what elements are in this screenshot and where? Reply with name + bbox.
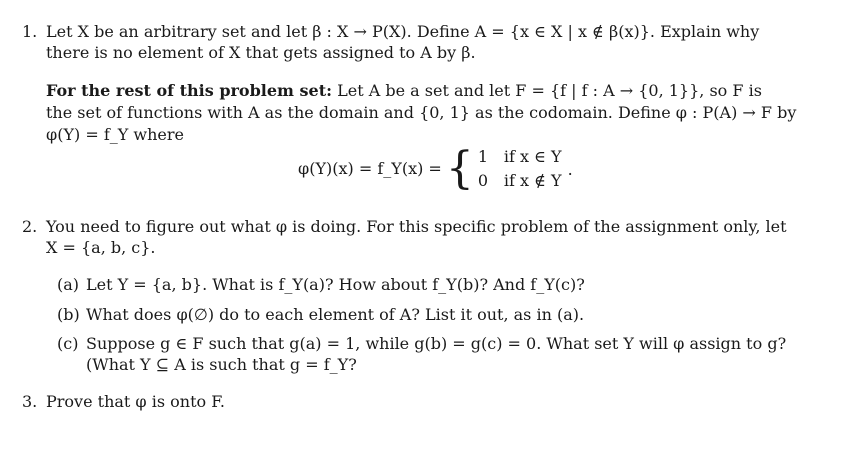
case-condition: if x ∈ Y [503,147,562,166]
problem-1-line-2: there is no element of X that gets assigned to A by β. [46,43,476,62]
left-brace: { [445,143,474,194]
piecewise-lhs: φ(Y)(x) = f_Y(x) = [298,159,442,178]
case-value: 0 [477,171,489,190]
setup-line-1-rest: Let A be a set and let F = {f | f : A → {0, 1}}, so F is [332,81,762,100]
problem-1-number: 1. [22,22,38,41]
setup-line-1 [46,80,762,102]
part-c-line-1: Suppose g ∈ F such that g(a) = 1, while g(b) = g(c) = 0. What set Y will φ assign to g? [86,334,787,353]
case-row [478,145,562,169]
problem-2-line-1: You need to figure out what φ is doing. For this specific problem of the assignment only, let [46,217,787,236]
problem-2-number: 2. [22,217,38,236]
case-row [478,169,562,193]
case-value: 1 [477,147,489,166]
piecewise-definition [298,143,573,195]
problem-1-line-1: Let X be an arbitrary set and let β : X → P(X). Define A = {x ∈ X | x ∉ β(x)}. Explain why [46,22,760,41]
part-c-line-2: (What Y ⊆ A is such that g = f_Y? [86,355,357,374]
setup-line-3: φ(Y) = f_Y where [46,125,184,144]
piecewise-terminator: . [567,159,573,179]
case-condition: if x ∉ Y [503,171,562,190]
problem-3-line-1: Prove that φ is onto F. [46,392,225,411]
problem-3-number: 3. [22,392,38,411]
part-b-label: (b) [57,305,80,324]
setup-bold-lead: For the rest of this problem set: [46,81,333,100]
part-b-line-1: What does φ(∅) do to each element of A? List it out, as in (a). [86,305,585,324]
setup-line-2: the set of functions with A as the domain and {0, 1} as the codomain. Define φ : P(A) → F by [46,103,797,122]
piecewise-cases [478,145,562,193]
part-a-line-1: Let Y = {a, b}. What is f_Y(a)? How about f_Y(b)? And f_Y(c)? [86,275,585,294]
part-a-label: (a) [57,275,80,294]
problem-2-line-2: X = {a, b, c}. [46,238,156,257]
part-c-label: (c) [57,334,79,353]
